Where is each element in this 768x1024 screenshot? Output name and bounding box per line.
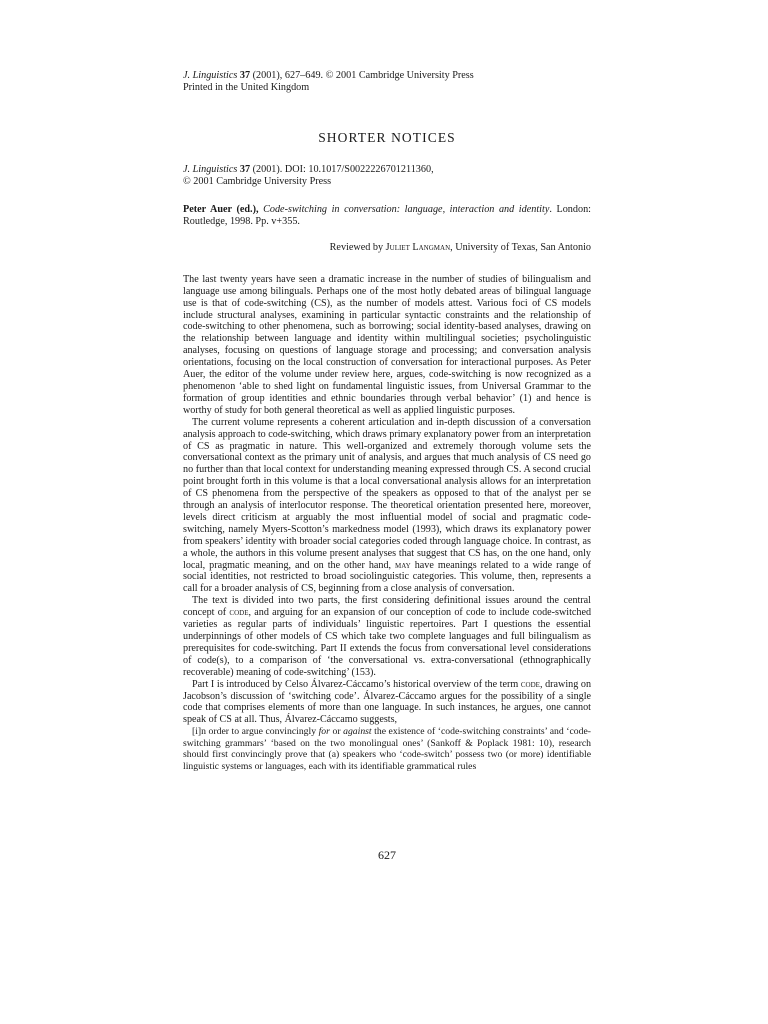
book-editor: Peter Auer (ed.), — [183, 204, 259, 215]
book-publisher: . London: Routledge, 1998. Pp. v+355. — [183, 204, 591, 228]
journal-name: J. Linguistics — [183, 70, 238, 81]
block-quote: [i]n order to argue convincingly for or against the existence of ‘code-switching constraints’ and ‘code-switching grammars’ ‘based on the two monolingual ones’ (Sankoff & Poplack 1981: 10), research should first convincingly prove that (a) speakers who ‘code-switch’ possess two (or more) identifiable linguistic systems or languages, each with its identifiable grammatical rules — [183, 726, 591, 773]
doi-volume: 37 — [239, 164, 251, 175]
doi-copyright: © 2001 Cambridge University Press — [183, 176, 332, 187]
paragraph-4: Part I is introduced by Celso Álvarez-Cáccamo’s historical overview of the term code, drawing on Jacobson’s discussion of ‘switching code’. Álvarez-Cáccamo argues for the possibility of a single code that comprises elements of more than one language. In such instances, he argues, one cannot speak of CS at all. Thus, Álvarez-Cáccamo suggests, — [183, 678, 592, 726]
section-title: SHORTER NOTICES — [318, 130, 456, 145]
term-code: code — [520, 678, 540, 690]
reviewer-name: Juliet Langman — [385, 241, 451, 253]
reviewer-line — [183, 242, 591, 253]
journal-volume: 37 — [239, 70, 251, 81]
book-reference — [183, 204, 591, 229]
term-code: code — [229, 607, 249, 619]
doi-block — [183, 164, 591, 188]
doi-text: (2001). DOI: 10.1017/S0022226701211360, — [252, 164, 434, 175]
doi-journal: J. Linguistics — [183, 164, 238, 175]
journal-citation-line — [183, 70, 591, 82]
journal-citation: (2001), 627–649. © 2001 Cambridge University Press — [252, 70, 474, 81]
review-body — [183, 274, 591, 773]
page-number: 627 — [378, 848, 396, 862]
paragraph-1: The last twenty years have seen a dramatic increase in the number of studies of bilingualism and language use among bilinguals. Perhaps one of the most hotly debated areas of bilingual language use is that of code-switching (CS), as the number of models attest. Various foci of CS models include structural analyses, examining in particular syntactic constraints and the relationship of code-switching to other phenomena, such as borrowing; social identity-based analyses, drawing on the relationship between language and identity within multilingual societies; psycholinguistic analyses, focusing on questions of language storage and processing; and conversation analysis orientations, focusing on the local construction of conversation for interactional purposes. As Peter Auer, the editor of the volume under review here, argues, code-switching is now recognized as a phenomenon ‘able to shed light on fundamental linguistic issues, from Universal Grammar to the formation of group identities and ethnic boundaries through verbal behavior’ (1) and hence is worthy of study for both general theoretical as well as applied linguistic purposes. — [183, 273, 591, 416]
doi-line — [183, 164, 591, 176]
emphasis-may: may — [395, 559, 411, 571]
paper-page — [183, 70, 592, 862]
book-title: Code-switching in conversation: language, interaction and identity — [263, 204, 550, 215]
paragraph-3: The text is divided into two parts, the first considering definitional issues around the central concept of code, and arguing for an expansion of our conception of code to include code-switched varieties as regular parts of individuals’ linguistic repertoires. Part I questions the essential underpinnings of other models of CS which take two complete languages and full bilingualism as prerequisites for code-switching. Part II extends the focus from conversational level considerations of code(s), to a comparison of ‘the conversational vs. extra-conversational (ethnographically recoverable) meaning of code-switching’ (153). — [183, 595, 592, 678]
paragraph-2: The current volume represents a coherent articulation and in-depth discussion of a conversation analysis approach to code-switching, which draws primary explanatory power from an interpretation of CS as pragmatic in nature. This well-organized and extremely thorough volume sets the conversational context as the primary unit of analysis, and argues that much analysis of CS need go no further than that local context for understanding meaning expressed through CS. A second crucial point brought forth in this volume is that a local conversational analysis allows for an interpretation of CS phenomena from the perspective of the speakers as opposed to that of the analyst per se through an analysis of interlocutor response. The theoretical orientation presented here, moreover, levels direct criticism at arguably the most influential model of social and pragmatic code-switching, namely Myers-Scotton’s markedness model (1993), which draws its explanatory power from speakers’ identity with broader social categories coded through language choice. In contrast, as a whole, the authors in this volume present analyses that suggest that CS has, on the one hand, only local, pragmatic meaning, and on the other hand, may have meanings related to a wide range of social identities, not restricted to broad sociolinguistic categories. This volume, then, represents a call for a broader analysis of CS, beginning from a close analysis of conversation. — [183, 416, 592, 595]
reviewer-prefix: Reviewed by — [329, 241, 384, 253]
reviewer-affiliation: , University of Texas, San Antonio — [450, 241, 591, 253]
printed-line: Printed in the United Kingdom — [183, 82, 310, 93]
journal-header — [183, 70, 591, 94]
